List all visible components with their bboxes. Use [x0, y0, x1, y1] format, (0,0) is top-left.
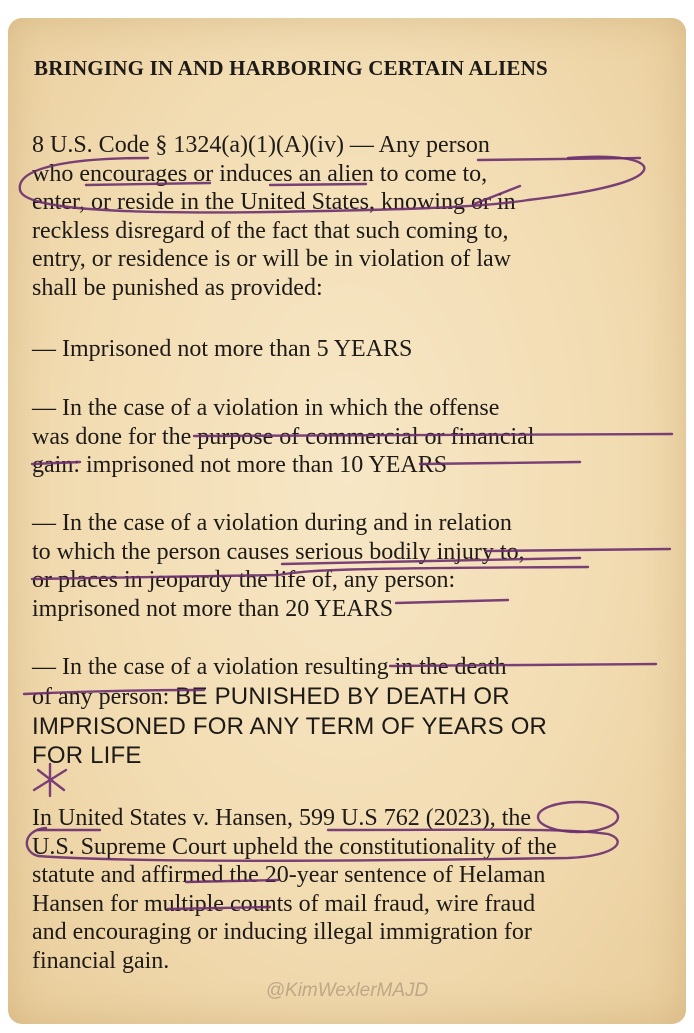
- text-line: — In the case of a violation during and in relation: [32, 510, 512, 536]
- parchment-page: [8, 18, 686, 1024]
- text-line: shall be punished as provided:: [32, 274, 323, 301]
- text-line: — In the case of a violation resulting in the death: [32, 654, 507, 680]
- penalty-twenty-years: [32, 509, 678, 623]
- text-line: enter, or reside in the United States, knowing or in: [32, 189, 516, 215]
- watermark: @KimWexlerMAJD: [265, 980, 429, 1001]
- text-line: In United States v. Hansen, 599 U.S 762 (2023), the: [32, 805, 532, 831]
- text-line: Hansen for multiple counts of mail fraud, wire fraud: [32, 890, 536, 917]
- text-line: to which the person causes serious bodily injury to,: [32, 538, 525, 565]
- text-line: 8 U.S. Code § 1324(a)(1)(A)(iv) — Any person: [32, 132, 490, 158]
- text-line: or places in jeopardy the life of, any person:: [32, 567, 456, 593]
- text-line: entry, or residence is or will be in violation of law: [32, 246, 511, 272]
- penalty-ten-years: [32, 394, 678, 480]
- statute-paragraph: [32, 131, 678, 302]
- hansen-case-paragraph: [32, 804, 678, 975]
- text-line: reckless disregard of the fact that such coming to,: [32, 217, 509, 244]
- text-line: gain: imprisoned not more than 10 YEARS: [32, 452, 448, 478]
- text-line: imprisoned not more than 20 YEARS: [32, 595, 394, 622]
- text-line: U.S. Supreme Court upheld the constitutionality of the: [32, 833, 557, 860]
- death-penalty-caps: FOR LIFE: [32, 742, 142, 769]
- document-card: [8, 18, 686, 1024]
- penalty-five-years: [32, 335, 678, 364]
- penalty-death: [32, 653, 678, 770]
- death-penalty-caps: BE PUNISHED BY DEATH OR: [175, 683, 510, 710]
- text-line: financial gain.: [32, 947, 170, 974]
- text-line: was done for the purpose of commercial or financial: [32, 423, 535, 450]
- text-line: statute and affirmed the 20-year sentence of Helaman: [32, 862, 546, 888]
- text-run: of any person:: [32, 684, 176, 710]
- text-line: who encourages or induces an alien to come to,: [32, 160, 488, 187]
- text-line: [32, 682, 678, 712]
- document-title: BRINGING IN AND HARBORING CERTAIN ALIENS: [34, 56, 548, 80]
- death-penalty-caps: IMPRISONED FOR ANY TERM OF YEARS OR: [32, 713, 548, 740]
- text-line: and encouraging or inducing illegal immigration for: [32, 919, 532, 945]
- text-line: — In the case of a violation in which the offense: [32, 395, 500, 421]
- text-line: — Imprisoned not more than 5 YEARS: [32, 336, 413, 362]
